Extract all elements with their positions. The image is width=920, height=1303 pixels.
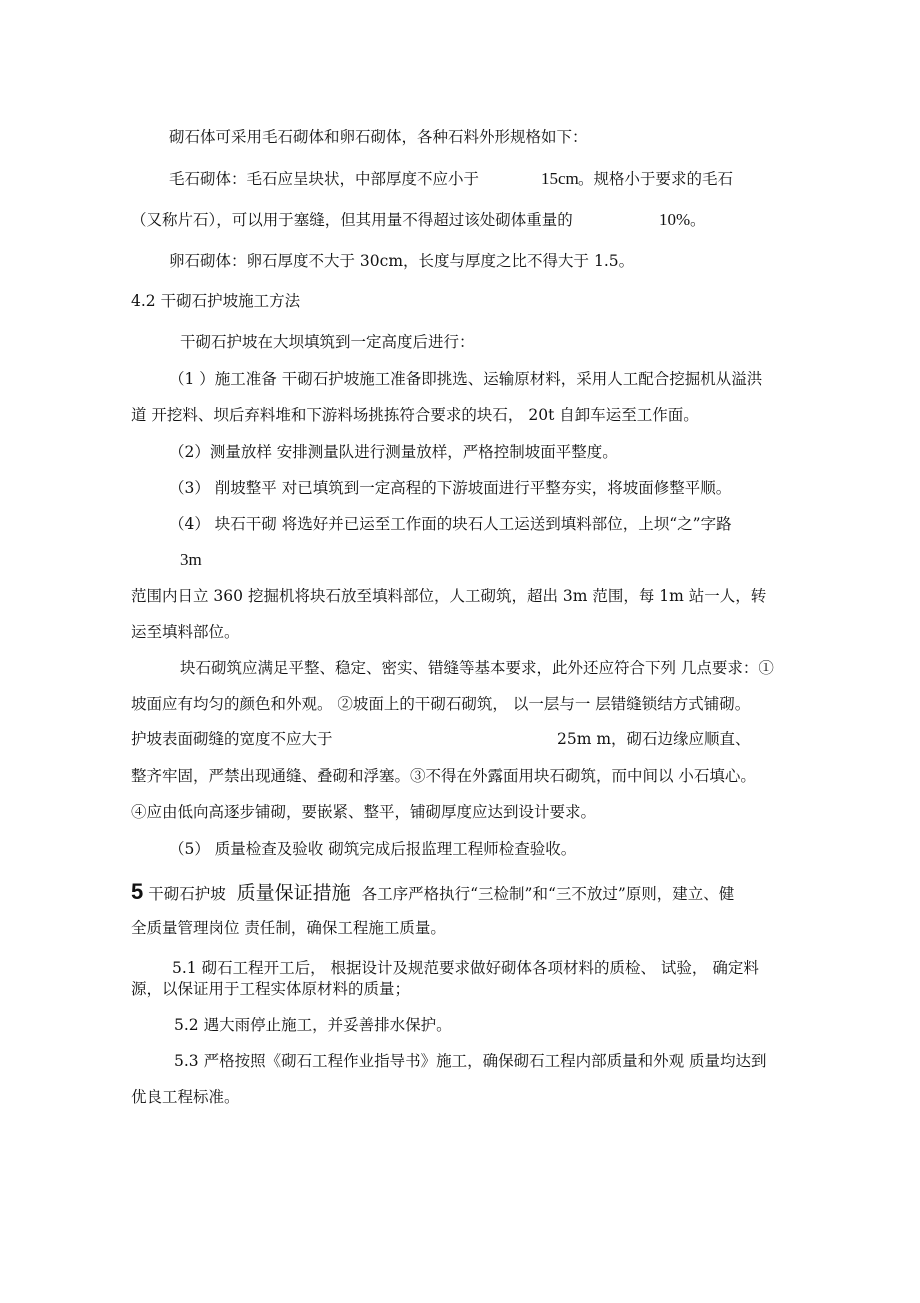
paragraph-line: 毛石砌体：毛石应呈块状，中部厚度不应小于 — [169, 170, 480, 188]
paragraph-line: 。规格小于要求的毛石 — [578, 170, 734, 188]
paragraph-line: 25m m，砌石边缘应顺直、 — [557, 730, 751, 748]
value-text: 10% — [659, 210, 691, 229]
paragraph-line: （又称片石），可以用于塞缝，但其用量不得超过该处砌体重量的 — [131, 211, 573, 229]
paragraph-line: 5.1 砌石工程开工后， 根据设计及规范要求做好砌体各项材料的质检、 试验， 确定料 — [172, 959, 759, 977]
paragraph-line: 源，以保证用于工程实体原材料的质量； — [131, 980, 411, 998]
paragraph-line: 运至填料部位。 — [131, 623, 240, 641]
paragraph-line: ④应由低向高逐步铺砌，要嵌紧、整平，铺砌厚度应达到设计要求。 — [131, 803, 597, 821]
paragraph-line: 干砌石护坡在大坝填筑到一定高度后进行： — [180, 333, 475, 351]
paragraph-line: 全质量管理岗位 责任制，确保工程施工质量。 — [131, 919, 446, 937]
section-heading-5 — [131, 880, 734, 906]
paragraph-line: （4） 块石干砌 将选好并已运至工作面的块石人工运送到填料部位，上坝“之”字路 — [169, 515, 732, 533]
heading-number: 5 — [131, 879, 144, 904]
heading-text: 干砌石护坡 — [148, 885, 226, 903]
paragraph-line: （2）测量放样 安排测量队进行测量放样，严格控制坡面平整度。 — [169, 443, 618, 461]
value-text: 15cm — [541, 169, 579, 188]
paragraph-line: 卵石砌体：卵石厚度不大于 30cm，长度与厚度之比不得大于 1.5。 — [169, 252, 635, 270]
heading-text: 质量保证措施 — [236, 882, 351, 904]
paragraph-line: 整齐牢固，严禁出现通缝、叠砌和浮塞。③不得在外露面用块石砌筑，而中间以 小石填心。 — [131, 767, 756, 785]
paragraph-line: （3） 削坡整平 对已填筑到一定高程的下游坡面进行平整夯实，将坡面修整平顺。 — [169, 479, 732, 497]
heading-text: 各工序严格执行“三检制”和“三不放过”原则，建立、健 — [361, 885, 735, 903]
paragraph-line: （5） 质量检查及验收 砌筑完成后报监理工程师检查验收。 — [169, 840, 577, 858]
paragraph-line: 5.3 严格按照《砌石工程作业指导书》施工，确保砌石工程内部质量和外观 质量均达到 — [174, 1052, 767, 1070]
paragraph-line: 块石砌筑应满足平整、稳定、密实、错缝等基本要求，此外还应符合下列 几点要求：① — [180, 659, 774, 677]
paragraph-line: 坡面应有均匀的颜色和外观。 ②坡面上的干砌石砌筑， 以一层与一 层错缝锁结方式铺砌。 — [131, 695, 751, 713]
paragraph-line: 优良工程标准。 — [131, 1088, 240, 1106]
value-text: 3m — [180, 550, 202, 569]
paragraph-line: 5.2 遇大雨停止施工，并妥善排水保护。 — [174, 1016, 452, 1034]
paragraph-line: 护坡表面砌缝的宽度不应大于 — [131, 730, 333, 748]
paragraph-line: （1 ）施工准备 干砌石护坡施工准备即挑选、运输原材料，采用人工配合挖掘机从溢洪 — [169, 370, 763, 388]
paragraph-line: 砌石体可采用毛石砌体和卵石砌体，各种石料外形规格如下： — [169, 128, 588, 146]
paragraph-line: 。 — [690, 211, 706, 229]
section-heading: 4.2 干砌石护坡施工方法 — [131, 292, 301, 310]
paragraph-line: 范围内日立 360 挖掘机将块石放至填料部位，人工砌筑，超出 3m 范围，每 1m 站一人，转 — [131, 587, 767, 605]
paragraph-line: 道 开挖料、坝后弃料堆和下游料场挑拣符合要求的块石， 20t 自卸车运至工作面。 — [131, 406, 699, 424]
